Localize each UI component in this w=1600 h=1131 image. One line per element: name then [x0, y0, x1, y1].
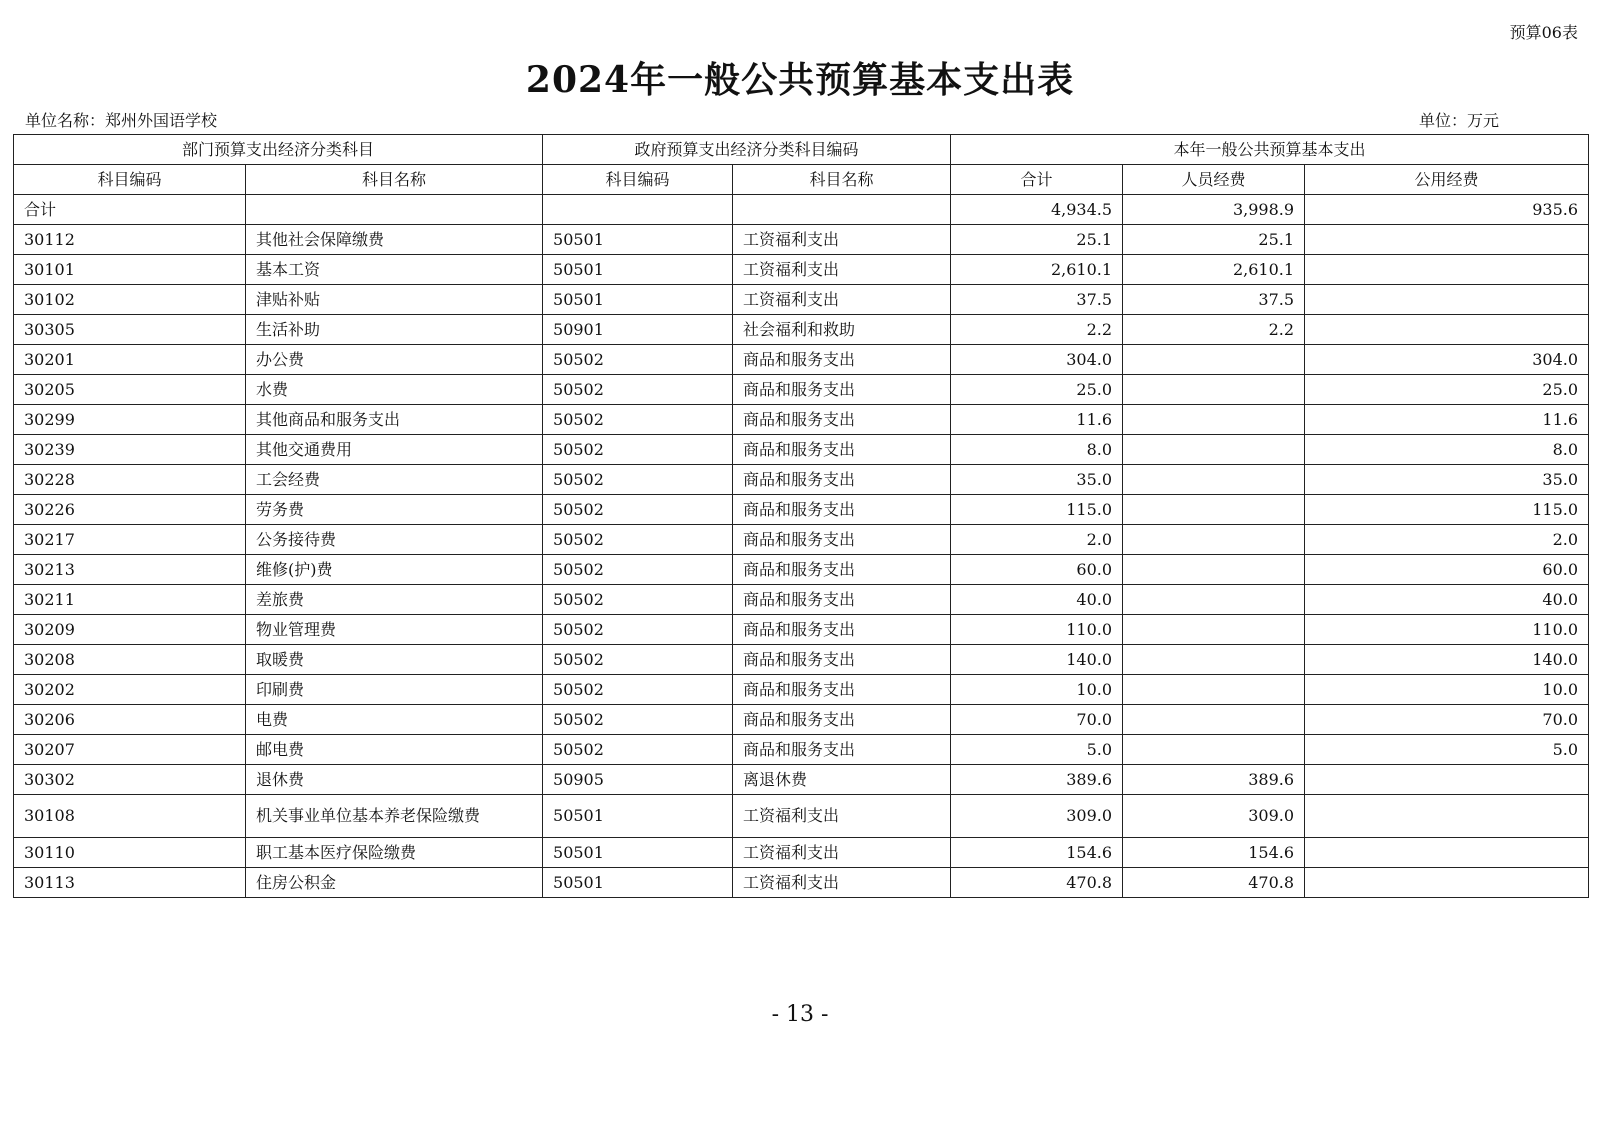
- row-total: 470.8: [951, 868, 1123, 898]
- row-gov-name: 工资福利支出: [733, 285, 951, 315]
- row-name: 公务接待费: [246, 525, 543, 555]
- group-header-dept: 部门预算支出经济分类科目: [14, 135, 543, 165]
- row-code: 30228: [14, 465, 246, 495]
- row-public: 2.0: [1305, 525, 1589, 555]
- row-total: 140.0: [951, 645, 1123, 675]
- row-gov-name: 商品和服务支出: [733, 735, 951, 765]
- row-code: 30102: [14, 285, 246, 315]
- row-personnel: [1123, 375, 1305, 405]
- row-name: 邮电费: [246, 735, 543, 765]
- row-total: 10.0: [951, 675, 1123, 705]
- row-total: 2,610.1: [951, 255, 1123, 285]
- row-total: 40.0: [951, 585, 1123, 615]
- budget-expenditure-table: [13, 134, 1589, 898]
- table-row: [14, 585, 1589, 615]
- row-code: 30110: [14, 838, 246, 868]
- row-code: 30217: [14, 525, 246, 555]
- row-total: 70.0: [951, 705, 1123, 735]
- row-code: 30305: [14, 315, 246, 345]
- row-name: 工会经费: [246, 465, 543, 495]
- row-gov-code: 50502: [543, 345, 733, 375]
- row-name: 其他商品和服务支出: [246, 405, 543, 435]
- table-row: [14, 795, 1589, 838]
- total-amount: 4,934.5: [951, 195, 1123, 225]
- row-public: 35.0: [1305, 465, 1589, 495]
- form-number: 预算06表: [1509, 23, 1578, 42]
- row-gov-code: 50502: [543, 525, 733, 555]
- row-public: [1305, 838, 1589, 868]
- row-gov-code: 50502: [543, 375, 733, 405]
- row-code: 30208: [14, 645, 246, 675]
- row-gov-code: 50502: [543, 555, 733, 585]
- row-personnel: [1123, 555, 1305, 585]
- column-header-personnel: 人员经费: [1123, 165, 1305, 195]
- row-name: 印刷费: [246, 675, 543, 705]
- unit-name-label: 单位名称：郑州外国语学校: [25, 111, 218, 130]
- row-name: 电费: [246, 705, 543, 735]
- row-public: 8.0: [1305, 435, 1589, 465]
- table-row: [14, 838, 1589, 868]
- table-row: [14, 495, 1589, 525]
- row-gov-code: 50905: [543, 765, 733, 795]
- row-gov-name: 商品和服务支出: [733, 405, 951, 435]
- row-total: 154.6: [951, 838, 1123, 868]
- table-row: [14, 405, 1589, 435]
- total-personnel: 3,998.9: [1123, 195, 1305, 225]
- row-personnel: [1123, 705, 1305, 735]
- row-name: 办公费: [246, 345, 543, 375]
- row-gov-code: 50502: [543, 435, 733, 465]
- row-personnel: 37.5: [1123, 285, 1305, 315]
- row-code: 30302: [14, 765, 246, 795]
- row-gov-code: 50501: [543, 255, 733, 285]
- total-label: 合计: [14, 195, 246, 225]
- total-public: 935.6: [1305, 195, 1589, 225]
- row-gov-code: 50501: [543, 868, 733, 898]
- table-row: [14, 705, 1589, 735]
- row-name: 差旅费: [246, 585, 543, 615]
- row-total: 25.1: [951, 225, 1123, 255]
- row-total: 2.0: [951, 525, 1123, 555]
- table-row: [14, 225, 1589, 255]
- row-gov-code: 50502: [543, 615, 733, 645]
- row-total: 389.6: [951, 765, 1123, 795]
- total-row: [14, 195, 1589, 225]
- row-personnel: [1123, 645, 1305, 675]
- row-total: 309.0: [951, 795, 1123, 838]
- unit-currency-label: 单位：万元: [1419, 111, 1500, 130]
- table-row: [14, 375, 1589, 405]
- row-personnel: [1123, 465, 1305, 495]
- row-public: 115.0: [1305, 495, 1589, 525]
- row-gov-name: 商品和服务支出: [733, 555, 951, 585]
- row-name: 住房公积金: [246, 868, 543, 898]
- row-public: 5.0: [1305, 735, 1589, 765]
- table-row: [14, 868, 1589, 898]
- row-code: 30226: [14, 495, 246, 525]
- row-total: 115.0: [951, 495, 1123, 525]
- row-public: [1305, 255, 1589, 285]
- row-personnel: 470.8: [1123, 868, 1305, 898]
- row-name: 其他社会保障缴费: [246, 225, 543, 255]
- row-personnel: 25.1: [1123, 225, 1305, 255]
- row-gov-code: 50502: [543, 405, 733, 435]
- row-public: 70.0: [1305, 705, 1589, 735]
- row-public: [1305, 868, 1589, 898]
- row-personnel: [1123, 585, 1305, 615]
- table-row: [14, 315, 1589, 345]
- row-name: 机关事业单位基本养老保险缴费: [246, 795, 543, 838]
- row-code: 30201: [14, 345, 246, 375]
- row-total: 35.0: [951, 465, 1123, 495]
- row-gov-code: 50502: [543, 705, 733, 735]
- row-personnel: 2,610.1: [1123, 255, 1305, 285]
- table-row: [14, 735, 1589, 765]
- row-personnel: [1123, 675, 1305, 705]
- row-gov-name: 商品和服务支出: [733, 435, 951, 465]
- column-header-dept-name: 科目名称: [246, 165, 543, 195]
- row-gov-name: 工资福利支出: [733, 255, 951, 285]
- row-personnel: [1123, 735, 1305, 765]
- row-gov-name: 工资福利支出: [733, 225, 951, 255]
- column-header-gov-name: 科目名称: [733, 165, 951, 195]
- row-code: 30205: [14, 375, 246, 405]
- row-gov-code: 50501: [543, 285, 733, 315]
- row-name: 物业管理费: [246, 615, 543, 645]
- row-gov-name: 商品和服务支出: [733, 465, 951, 495]
- row-personnel: 2.2: [1123, 315, 1305, 345]
- row-gov-code: 50502: [543, 675, 733, 705]
- row-personnel: [1123, 525, 1305, 555]
- table-row: [14, 465, 1589, 495]
- row-code: 30113: [14, 868, 246, 898]
- row-name: 取暖费: [246, 645, 543, 675]
- row-public: 60.0: [1305, 555, 1589, 585]
- table-row: [14, 555, 1589, 585]
- row-name: 退休费: [246, 765, 543, 795]
- table-row: [14, 765, 1589, 795]
- row-gov-name: 工资福利支出: [733, 795, 951, 838]
- row-personnel: 154.6: [1123, 838, 1305, 868]
- row-total: 11.6: [951, 405, 1123, 435]
- row-gov-name: 工资福利支出: [733, 868, 951, 898]
- row-code: 30206: [14, 705, 246, 735]
- row-personnel: [1123, 405, 1305, 435]
- row-gov-name: 商品和服务支出: [733, 585, 951, 615]
- row-gov-code: 50502: [543, 585, 733, 615]
- row-gov-name: 离退休费: [733, 765, 951, 795]
- row-personnel: [1123, 495, 1305, 525]
- row-gov-name: 工资福利支出: [733, 838, 951, 868]
- row-name: 其他交通费用: [246, 435, 543, 465]
- row-code: 30112: [14, 225, 246, 255]
- row-code: 30299: [14, 405, 246, 435]
- row-personnel: [1123, 615, 1305, 645]
- row-public: 11.6: [1305, 405, 1589, 435]
- row-name: 生活补助: [246, 315, 543, 345]
- table-row: [14, 255, 1589, 285]
- group-header-gov: 政府预算支出经济分类科目编码: [543, 135, 951, 165]
- row-name: 水费: [246, 375, 543, 405]
- row-code: 30213: [14, 555, 246, 585]
- row-gov-code: 50901: [543, 315, 733, 345]
- row-code: 30211: [14, 585, 246, 615]
- row-name: 职工基本医疗保险缴费: [246, 838, 543, 868]
- row-gov-code: 50501: [543, 838, 733, 868]
- row-gov-code: 50502: [543, 495, 733, 525]
- row-gov-name: 商品和服务支出: [733, 675, 951, 705]
- group-header-basic: 本年一般公共预算基本支出: [951, 135, 1589, 165]
- column-header-row: [14, 165, 1589, 195]
- row-gov-name: 商品和服务支出: [733, 645, 951, 675]
- row-total: 60.0: [951, 555, 1123, 585]
- column-header-total: 合计: [951, 165, 1123, 195]
- row-gov-name: 商品和服务支出: [733, 705, 951, 735]
- row-total: 25.0: [951, 375, 1123, 405]
- row-gov-code: 50501: [543, 795, 733, 838]
- row-public: 25.0: [1305, 375, 1589, 405]
- row-gov-name: 社会福利和救助: [733, 315, 951, 345]
- row-gov-name: 商品和服务支出: [733, 375, 951, 405]
- row-personnel: [1123, 345, 1305, 375]
- row-gov-code: 50501: [543, 225, 733, 255]
- row-public: [1305, 795, 1589, 838]
- row-total: 304.0: [951, 345, 1123, 375]
- table-row: [14, 435, 1589, 465]
- row-public: [1305, 225, 1589, 255]
- row-public: [1305, 285, 1589, 315]
- page-number: - 13 -: [771, 1002, 829, 1027]
- empty-cell: [246, 195, 543, 225]
- table-row: [14, 645, 1589, 675]
- row-gov-name: 商品和服务支出: [733, 345, 951, 375]
- row-code: 30239: [14, 435, 246, 465]
- table-row: [14, 345, 1589, 375]
- row-name: 劳务费: [246, 495, 543, 525]
- row-public: [1305, 765, 1589, 795]
- table-row: [14, 525, 1589, 555]
- page-title: 2024年一般公共预算基本支出表: [525, 59, 1075, 101]
- row-gov-code: 50502: [543, 735, 733, 765]
- row-personnel: [1123, 435, 1305, 465]
- table-row: [14, 285, 1589, 315]
- row-name: 维修(护)费: [246, 555, 543, 585]
- row-code: 30202: [14, 675, 246, 705]
- row-public: [1305, 315, 1589, 345]
- row-total: 5.0: [951, 735, 1123, 765]
- column-header-dept-code: 科目编码: [14, 165, 246, 195]
- column-header-public: 公用经费: [1305, 165, 1589, 195]
- row-code: 30207: [14, 735, 246, 765]
- row-code: 30108: [14, 795, 246, 838]
- row-code: 30209: [14, 615, 246, 645]
- row-total: 37.5: [951, 285, 1123, 315]
- empty-cell: [733, 195, 951, 225]
- empty-cell: [543, 195, 733, 225]
- row-name: 基本工资: [246, 255, 543, 285]
- row-total: 2.2: [951, 315, 1123, 345]
- column-header-gov-code: 科目编码: [543, 165, 733, 195]
- row-public: 40.0: [1305, 585, 1589, 615]
- row-public: 110.0: [1305, 615, 1589, 645]
- row-gov-name: 商品和服务支出: [733, 495, 951, 525]
- group-header-row: [14, 135, 1589, 165]
- table-row: [14, 675, 1589, 705]
- table-row: [14, 615, 1589, 645]
- row-total: 110.0: [951, 615, 1123, 645]
- row-public: 10.0: [1305, 675, 1589, 705]
- row-personnel: 309.0: [1123, 795, 1305, 838]
- row-gov-name: 商品和服务支出: [733, 525, 951, 555]
- row-total: 8.0: [951, 435, 1123, 465]
- row-name: 津贴补贴: [246, 285, 543, 315]
- row-gov-code: 50502: [543, 645, 733, 675]
- row-code: 30101: [14, 255, 246, 285]
- row-gov-name: 商品和服务支出: [733, 615, 951, 645]
- row-personnel: 389.6: [1123, 765, 1305, 795]
- row-public: 140.0: [1305, 645, 1589, 675]
- row-gov-code: 50502: [543, 465, 733, 495]
- row-public: 304.0: [1305, 345, 1589, 375]
